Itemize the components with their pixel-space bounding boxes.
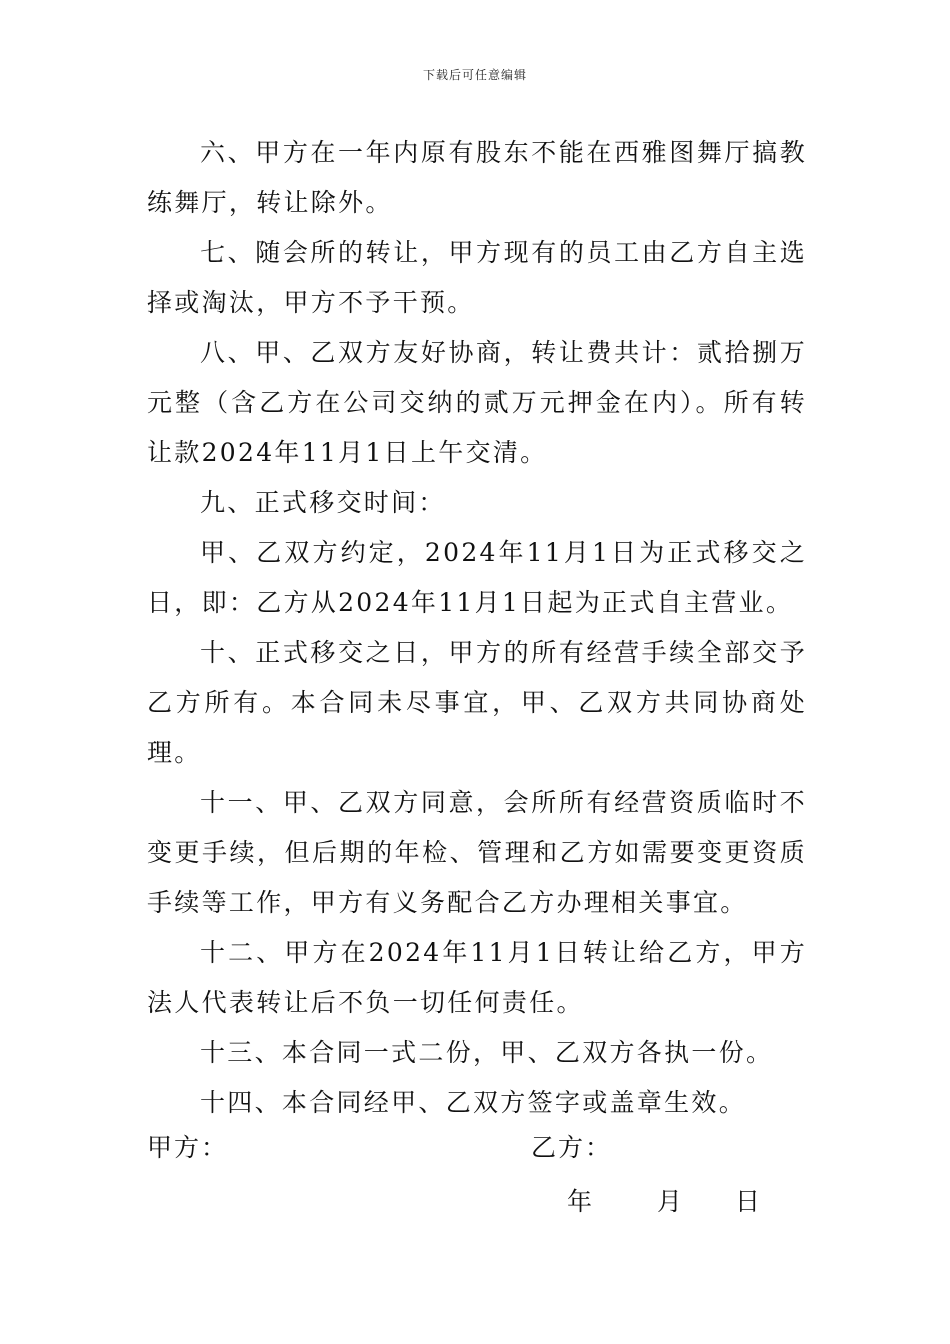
page-header-note: 下载后可任意编辑 — [422, 68, 527, 82]
clause-7: 七、随会所的转让，甲方现有的员工由乙方自主选择或淘汰，甲方不予干预。 — [147, 238, 807, 317]
party-b-signature-label: 乙方： — [531, 1133, 613, 1162]
clause-10: 十、正式移交之日，甲方的所有经营手续全部交予乙方所有。本合同未尽事宜，甲、乙双方共同协商处理。 — [147, 638, 807, 767]
clause-14: 十四、本合同经甲、乙双方签字或盖章生效。 — [200, 1088, 747, 1117]
date-day-label: 日 — [735, 1187, 763, 1216]
clause-9-detail: 甲、乙双方约定，2024年11月1日为正式移交之日，即：乙方从2024年11月1日起为正式自主营业。 — [147, 538, 807, 617]
clause-11: 十一、甲、乙双方同意，会所所有经营资质临时不变更手续，但后期的年检、管理和乙方如需要变更资质手续等工作，甲方有义务配合乙方办理相关事宜。 — [147, 788, 807, 917]
clause-13: 十三、本合同一式二份，甲、乙双方各执一份。 — [200, 1038, 774, 1067]
date-year-label: 年 — [567, 1187, 595, 1216]
clause-12: 十二、甲方在2024年11月1日转让给乙方，甲方法人代表转让后不负一切任何责任。 — [147, 938, 807, 1017]
clause-6: 六、甲方在一年内原有股东不能在西雅图舞厅搞教练舞厅，转让除外。 — [147, 138, 807, 217]
party-a-signature-label: 甲方： — [147, 1133, 229, 1162]
signature-area — [147, 1128, 807, 1228]
clause-9: 九、正式移交时间： — [200, 488, 446, 517]
date-month-label: 月 — [657, 1187, 685, 1216]
clause-8: 八、甲、乙双方友好协商，转让费共计：贰拾捌万元整（含乙方在公司交纳的贰万元押金在内）。所有转让款2024年11月1日上午交清。 — [147, 338, 807, 467]
contract-body — [147, 128, 807, 1128]
